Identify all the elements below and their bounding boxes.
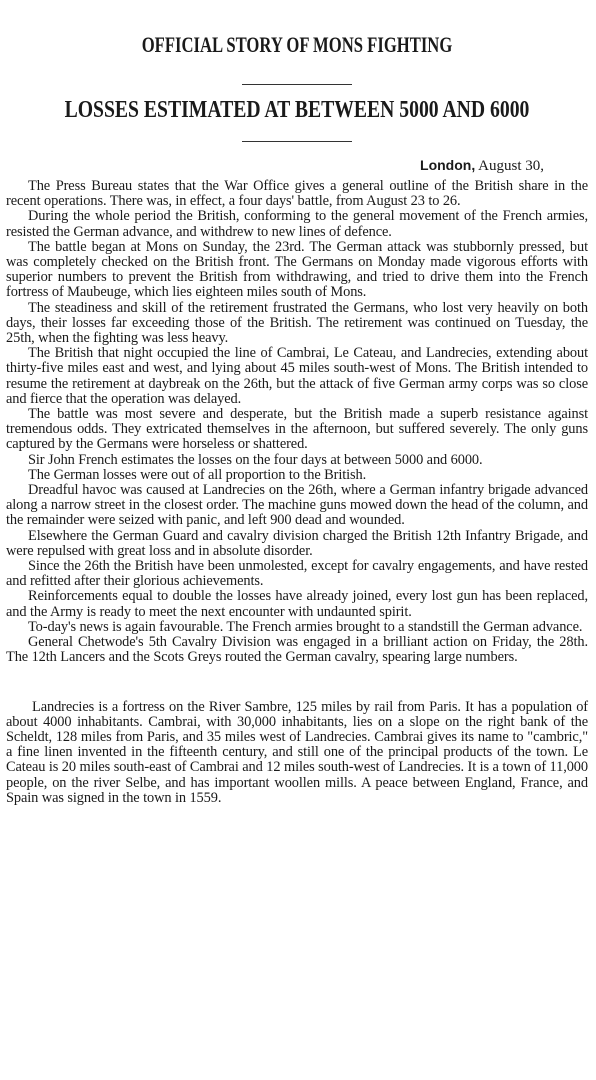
paragraph: The Press Bureau states that the War Office gives a general outline of the British share in the recent operations. There was, in effect, a four days' battle, from August 23 to 26. [6, 178, 588, 210]
note-section [6, 700, 588, 806]
dateline-date: August 30, [478, 158, 544, 174]
dateline [6, 156, 588, 175]
dateline-city: London, [420, 157, 476, 173]
paragraph: Since the 26th the British have been unmolested, except for cavalry engagements, and have rested and refitted after their glorious achievements. [6, 558, 588, 590]
paragraph: The steadiness and skill of the retirement frustrated the Germans, who lost very heavily on both days, their losses far exceeding those of the British. The retirement was continued on Tuesday, the 25th, when the fighting was less heavy. [6, 299, 588, 347]
paragraph: To-day's news is again favourable. The French armies brought to a standstill the German advance. [28, 618, 583, 635]
section-gap [6, 666, 588, 700]
article-body [6, 179, 588, 666]
paragraph: Dreadful havoc was caused at Landrecies on the 26th, where a German infantry brigade advanced along a narrow street in the closest order. The machine guns mowed down the head of the column, and the remainder were seized with panic, and left 900 dead and wounded. [6, 482, 588, 529]
paragraph: Sir John French estimates the losses on the four days at between 5000 and 6000. [28, 451, 483, 468]
paragraph: The British that night occupied the line of Cambrai, Le Cateau, and Landrecies, extending about thirty-five miles east and west, and lying about 45 miles south-west of Mons. The British intended to resume the retirement at daybreak on the 26th, but the attack of five German army corps was so close and fierce that the operation was delayed. [6, 345, 588, 407]
note-paragraph: Landrecies is a fortress on the River Sambre, 125 miles by rail from Paris. It has a population of about 4000 inhabitants. Cambrai, with 30,000 inhabitants, lies on a slope on the right bank of the Scheldt, 128 miles from Paris, and 35 miles west of Landrecies. Cambrai gives its name to "cambric," a fine linen invented in the fifteenth century, and still one of the principal products of the town. Le Cateau is 20 miles south-east of Cambrai and 12 miles south-west of Landrecies. It is a town of 11,000 people, on the river Selbe, and has important woollen mills. A peace between England, France, and Spain was signed in the town in 1559. [6, 698, 588, 806]
headline: OFFICIAL STORY OF MONS FIGHTING [141, 32, 453, 57]
paragraph: The battle began at Mons on Sunday, the 23rd. The German attack was stubbornly pressed, but was completely checked on the British front. The Germans on Monday made vigorous efforts with superior numbers to prevent the British from withdrawing, and tried to drive them into the French fortress of Maubeuge, which lies eighteen miles south of Mons. [6, 238, 588, 301]
paragraph: Elsewhere the German Guard and cavalry division charged the British 12th Infantry Brigade, and were repulsed with great loss and in absolute disorder. [6, 527, 588, 559]
subheadline-divider [242, 141, 352, 142]
paragraph: The battle was most severe and desperate, but the British made a superb resistance against tremendous odds. They extricated themselves in the afternoon, but suffered severely. The only guns captured by the Germans were horseless or shattered. [6, 406, 588, 453]
headline-divider [242, 84, 352, 85]
paragraph: Reinforcements equal to double the losses have already joined, every lost gun has been replaced, and the Army is ready to meet the next encounter with undaunted spirit. [6, 588, 588, 620]
paragraph: During the whole period the British, conforming to the general movement of the French armies, resisted the German advance, and withdrew to new lines of defence. [6, 208, 588, 240]
paragraph: The German losses were out of all proportion to the British. [28, 466, 367, 483]
subheadline: LOSSES ESTIMATED AT BETWEEN 5000 AND 6000 [64, 97, 530, 123]
paragraph: General Chetwode's 5th Cavalry Division was engaged in a brilliant action on Friday, the 28th. The 12th Lancers and the Scots Greys routed the German cavalry, spearing large numbers. [6, 634, 588, 666]
